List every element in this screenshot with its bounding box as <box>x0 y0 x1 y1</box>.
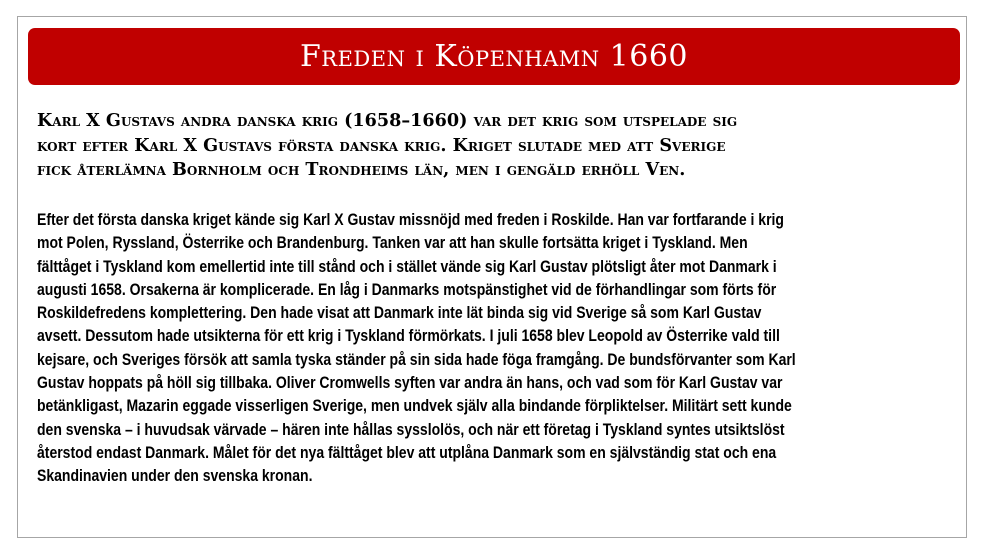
body-line: den svenska – i huvudsak värvade – hären inte hållas sysslolös, och när ett företag i Tyskland syntes utsiktslöst <box>37 420 785 439</box>
body-line: kejsare, och Sveriges försök att samla tyska ständer på sin sida hade föga framgång. De bundsförvanter som Karl <box>37 350 796 369</box>
lead-line: Karl X Gustavs andra danska krig (1658–1660) var det krig som utspelade sig <box>37 110 738 131</box>
body-paragraph <box>37 209 833 489</box>
lead-paragraph <box>37 109 957 183</box>
body-line: återstod endast Danmark. Målet för det nya fälttåget blev att utplåna Danmark som en självständig stat och ena <box>37 443 777 462</box>
body-line: Skandinavien under den svenska kronan. <box>37 467 313 486</box>
body-line: avsett. Dessutom hade utsikterna för ett krig i Tyskland förmörkats. I juli 1658 blev Leopold av Österrike vald till <box>37 327 780 346</box>
lead-line: kort efter Karl X Gustavs första danska krig. Kriget slutade med att Sverige <box>37 134 726 156</box>
body-line: Roskildefredens komplettering. Den hade visat att Danmark inte lät binda sig vid Sverige så som Karl Gustav <box>37 304 762 323</box>
body-line: mot Polen, Ryssland, Österrike och Brandenburg. Tanken var att han skulle fortsätta kriget i Tyskland. Men <box>37 234 748 253</box>
body-line: Gustav hoppats på höll sig tillbaka. Oliver Cromwells syften var andra än hans, och vad som för Karl Gustav var <box>37 374 783 393</box>
title-banner <box>28 28 960 85</box>
body-line: betänkligast, Mazarin eggade visserligen Sverige, men undvek själv alla bindande förpliktelser. Militärt sett kunde <box>37 397 792 416</box>
slide-title: Freden i Köpenhamn 1660 <box>299 39 689 74</box>
body-line: Efter det första danska kriget kände sig Karl X Gustav missnöjd med freden i Roskilde. Han var fortfarande i krig <box>37 211 784 229</box>
body-line: augusti 1658. Orsakerna är komplicerade. En låg i Danmarks motspänstighet vid de förhandlingar som förts för <box>37 280 777 299</box>
body-line: fälttåget i Tyskland kom emellertid inte till stånd och i stället vände sig Karl Gustav plötsligt åter mot Danmark i <box>37 257 777 276</box>
lead-line: fick återlämna Bornholm och Trondheims län, men i gengäld erhöll Ven. <box>37 159 686 180</box>
